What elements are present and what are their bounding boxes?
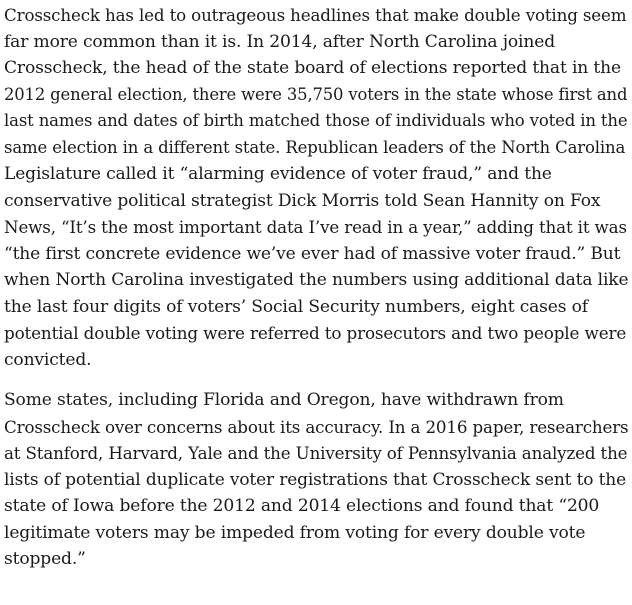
text-line: same election in a different state. Republican leaders of the North Carolina bbox=[4, 137, 626, 157]
text-line: convicted. bbox=[4, 349, 92, 370]
text-line: far more common than it is. In 2014, after North Carolina joined bbox=[4, 31, 555, 52]
text-line: Crosscheck, the head of the state board of elections reported that in the bbox=[4, 58, 621, 78]
text-line: lists of potential duplicate voter registrations that Crosscheck sent to the bbox=[4, 469, 626, 490]
text-line: 2012 general election, there were 35,750 voters in the state whose first and bbox=[4, 84, 628, 104]
text-line: Crosscheck has led to outrageous headlines that make double voting seem bbox=[4, 5, 627, 25]
text-line: Legislature called it “alarming evidence of voter fraud,” and the bbox=[4, 164, 552, 184]
text-line: last names and dates of birth matched those of individuals who voted in the bbox=[4, 111, 628, 130]
text-line: at Stanford, Harvard, Yale and the University of Pennsylvania analyzed the bbox=[4, 443, 628, 463]
text-line: potential double voting were referred to prosecutors and two people were bbox=[4, 323, 627, 343]
text-line: Crosscheck over concerns about its accuracy. In a 2016 paper, researchers bbox=[4, 416, 629, 437]
text-line: when North Carolina investigated the numbers using additional data like bbox=[4, 270, 629, 290]
text-line: News, “It’s the most important data I’ve read in a year,” adding that it was bbox=[4, 217, 627, 237]
text-line: stopped.” bbox=[4, 549, 86, 569]
text-line: the last four digits of voters’ Social Security numbers, eight cases of bbox=[4, 296, 588, 317]
text-line: conservative political strategist Dick Morris told Sean Hannity on Fox bbox=[4, 190, 601, 211]
text-line: “the first concrete evidence we’ve ever had of massive voter fraud.” But bbox=[4, 243, 621, 264]
text-line: state of Iowa before the 2012 and 2014 elections and found that “200 bbox=[4, 496, 600, 516]
text-line: Some states, including Florida and Oregon, have withdrawn from bbox=[4, 390, 564, 410]
paragraph-2 bbox=[4, 387, 628, 573]
paragraph-1 bbox=[4, 2, 628, 373]
text-line: legitimate voters may be impeded from voting for every double vote bbox=[4, 522, 586, 543]
